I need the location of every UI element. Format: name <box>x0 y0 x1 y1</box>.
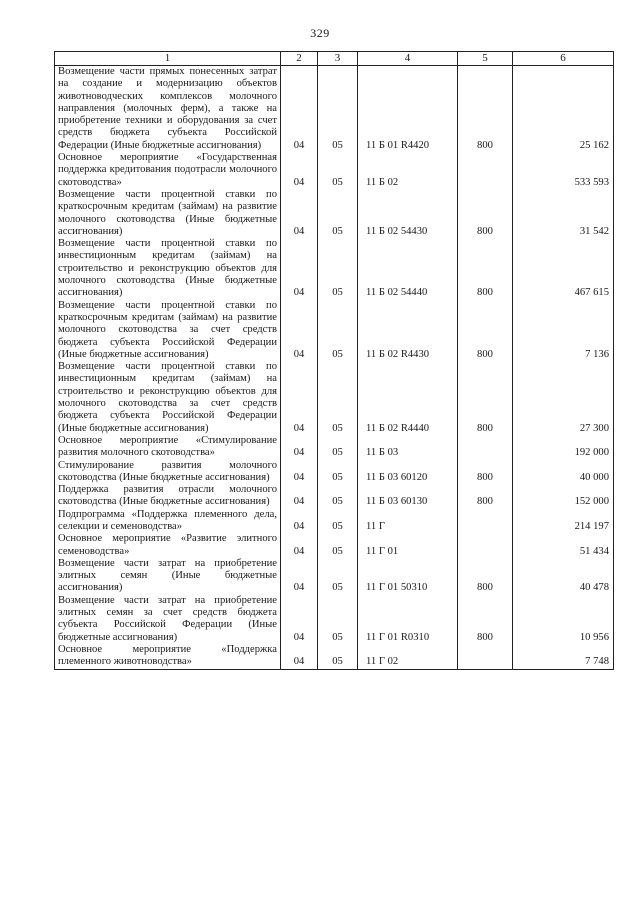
subsection-code-cell: 05 <box>318 460 358 485</box>
table-body <box>55 66 614 670</box>
amount-cell: 25 162 <box>513 66 614 153</box>
amount-cell: 31 542 <box>513 189 614 238</box>
table-row <box>55 66 614 153</box>
amount-cell: 152 000 <box>513 484 614 509</box>
amount-cell: 7 136 <box>513 300 614 361</box>
expense-type-cell <box>458 509 513 534</box>
table-row <box>55 644 614 669</box>
amount-cell: 467 615 <box>513 238 614 299</box>
amount-cell: 40 000 <box>513 460 614 485</box>
expense-type-cell: 800 <box>458 300 513 361</box>
target-article-cell: 11 Г 01 <box>358 533 458 558</box>
expense-type-cell: 800 <box>458 66 513 153</box>
section-code-cell: 04 <box>281 558 318 595</box>
expense-type-cell: 800 <box>458 361 513 435</box>
row-name-cell: Основное мероприятие «Государственная поддержка кредитования подотрасли молочного скотоводства» <box>55 152 281 189</box>
row-name-cell: Возмещение части прямых понесенных затрат на создание и модернизацию объектов животноводческих комплексов молочного направления (молочных ферм), а также на приобретение техники и оборудования за счет средств бюджета субъекта Российской Федерации (Иные бюджетные ассигнования) <box>55 66 281 153</box>
section-code-cell: 04 <box>281 66 318 153</box>
target-article-cell: 11 Г <box>358 509 458 534</box>
expense-type-cell <box>458 644 513 669</box>
row-name-cell: Основное мероприятие «Поддержка племенного животноводства» <box>55 644 281 669</box>
table-row <box>55 509 614 534</box>
table-row <box>55 300 614 361</box>
table-row <box>55 435 614 460</box>
table-row <box>55 361 614 435</box>
subsection-code-cell: 05 <box>318 361 358 435</box>
target-article-cell: 11 Б 02 R4430 <box>358 300 458 361</box>
section-code-cell: 04 <box>281 595 318 644</box>
expense-type-cell: 800 <box>458 460 513 485</box>
table-row <box>55 238 614 299</box>
expense-type-cell: 800 <box>458 189 513 238</box>
target-article-cell: 11 Б 02 54440 <box>358 238 458 299</box>
page-number: 329 <box>310 26 330 40</box>
target-article-cell: 11 Б 02 R4440 <box>358 361 458 435</box>
table-row <box>55 152 614 189</box>
subsection-code-cell: 05 <box>318 484 358 509</box>
row-name-cell: Основное мероприятие «Развитие элитного семеноводства» <box>55 533 281 558</box>
row-name-cell: Поддержка развития отрасли молочного скотоводства (Иные бюджетные ассигнования) <box>55 484 281 509</box>
column-header: 6 <box>513 52 614 66</box>
row-name-cell: Подпрограмма «Поддержка племенного дела, селекции и семеноводства» <box>55 509 281 534</box>
subsection-code-cell: 05 <box>318 300 358 361</box>
target-article-cell: 11 Б 03 <box>358 435 458 460</box>
section-code-cell: 04 <box>281 533 318 558</box>
row-name-cell: Возмещение части процентной ставки по краткосрочным кредитам (займам) на развитие молочного скотоводства за счет средств бюджета субъекта Российской Федерации (Иные бюджетные ассигнования) <box>55 300 281 361</box>
section-code-cell: 04 <box>281 189 318 238</box>
row-name-cell: Возмещение части затрат на приобретение элитных семян (Иные бюджетные ассигнования) <box>55 558 281 595</box>
expense-type-cell <box>458 152 513 189</box>
expense-type-cell: 800 <box>458 238 513 299</box>
target-article-cell: 11 Г 02 <box>358 644 458 669</box>
amount-cell: 51 434 <box>513 533 614 558</box>
section-code-cell: 04 <box>281 484 318 509</box>
subsection-code-cell: 05 <box>318 558 358 595</box>
subsection-code-cell: 05 <box>318 189 358 238</box>
column-header: 2 <box>281 52 318 66</box>
target-article-cell: 11 Б 01 R4420 <box>358 66 458 153</box>
subsection-code-cell: 05 <box>318 435 358 460</box>
subsection-code-cell: 05 <box>318 595 358 644</box>
table-row <box>55 533 614 558</box>
table-row <box>55 558 614 595</box>
expense-type-cell <box>458 435 513 460</box>
amount-cell: 10 956 <box>513 595 614 644</box>
subsection-code-cell: 05 <box>318 533 358 558</box>
amount-cell: 214 197 <box>513 509 614 534</box>
header-row <box>55 52 614 66</box>
section-code-cell: 04 <box>281 152 318 189</box>
row-name-cell: Возмещение части процентной ставки по краткосрочным кредитам (займам) на развитие молочного скотоводства (Иные бюджетные ассигнования) <box>55 189 281 238</box>
subsection-code-cell: 05 <box>318 644 358 669</box>
target-article-cell: 11 Б 02 <box>358 152 458 189</box>
section-code-cell: 04 <box>281 509 318 534</box>
target-article-cell: 11 Б 03 60130 <box>358 484 458 509</box>
column-header: 4 <box>358 52 458 66</box>
amount-cell: 7 748 <box>513 644 614 669</box>
table-row <box>55 460 614 485</box>
amount-cell: 40 478 <box>513 558 614 595</box>
expense-type-cell: 800 <box>458 558 513 595</box>
row-name-cell: Возмещение части процентной ставки по инвестиционным кредитам (займам) на строительство и реконструкцию объектов для молочного скотоводства за счет средств бюджета субъекта Российской Федерации (Иные бюджетные ассигнования) <box>55 361 281 435</box>
table-row <box>55 189 614 238</box>
column-header: 3 <box>318 52 358 66</box>
budget-table <box>54 51 614 670</box>
target-article-cell: 11 Б 03 60120 <box>358 460 458 485</box>
row-name-cell: Возмещение части процентной ставки по инвестиционным кредитам (займам) на строительство и реконструкцию объектов для молочного скотоводства (Иные бюджетные ассигнования) <box>55 238 281 299</box>
section-code-cell: 04 <box>281 435 318 460</box>
expense-type-cell: 800 <box>458 595 513 644</box>
section-code-cell: 04 <box>281 361 318 435</box>
target-article-cell: 11 Г 01 50310 <box>358 558 458 595</box>
subsection-code-cell: 05 <box>318 66 358 153</box>
row-name-cell: Возмещение части затрат на приобретение элитных семян за счет средств бюджета субъекта Российской Федерации (Иные бюджетные ассигнования) <box>55 595 281 644</box>
section-code-cell: 04 <box>281 238 318 299</box>
amount-cell: 192 000 <box>513 435 614 460</box>
expense-type-cell <box>458 533 513 558</box>
expense-type-cell: 800 <box>458 484 513 509</box>
table-row <box>55 484 614 509</box>
subsection-code-cell: 05 <box>318 238 358 299</box>
column-header: 1 <box>55 52 281 66</box>
section-code-cell: 04 <box>281 644 318 669</box>
amount-cell: 27 300 <box>513 361 614 435</box>
table-row <box>55 595 614 644</box>
subsection-code-cell: 05 <box>318 509 358 534</box>
column-header: 5 <box>458 52 513 66</box>
target-article-cell: 11 Б 02 54430 <box>358 189 458 238</box>
section-code-cell: 04 <box>281 460 318 485</box>
target-article-cell: 11 Г 01 R0310 <box>358 595 458 644</box>
row-name-cell: Стимулирование развития молочного скотоводства (Иные бюджетные ассигнования) <box>55 460 281 485</box>
section-code-cell: 04 <box>281 300 318 361</box>
row-name-cell: Основное мероприятие «Стимулирование развития молочного скотоводства» <box>55 435 281 460</box>
amount-cell: 533 593 <box>513 152 614 189</box>
subsection-code-cell: 05 <box>318 152 358 189</box>
